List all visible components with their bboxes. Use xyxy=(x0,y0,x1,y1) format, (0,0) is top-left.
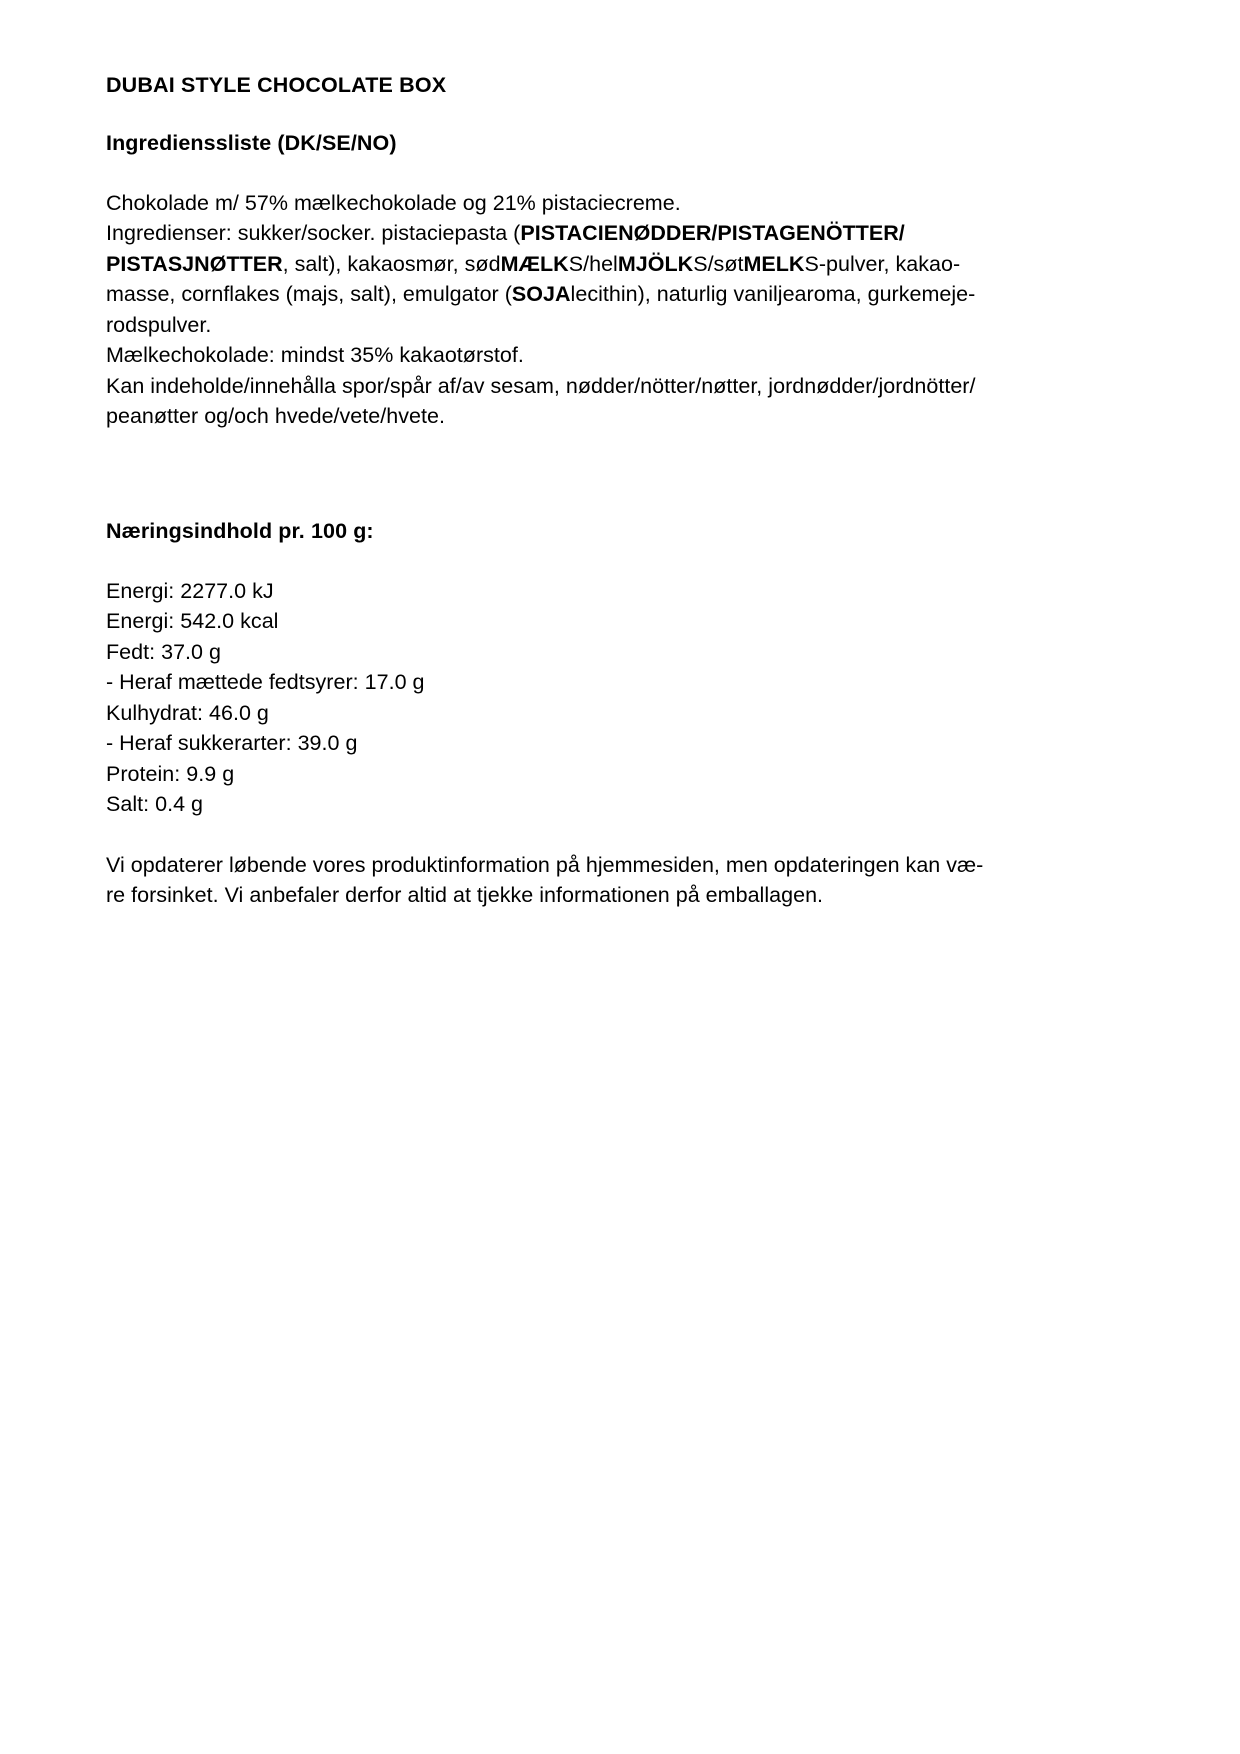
allergen-soy: SOJA xyxy=(511,282,571,307)
ingredients-heading: Ingredienssliste (DK/SE/NO) xyxy=(106,130,397,155)
nutrition-row: Energi: 542.0 kcal xyxy=(106,609,279,634)
page-title: DUBAI STYLE CHOCOLATE BOX xyxy=(106,73,447,97)
spacer xyxy=(106,820,1140,850)
ingredients-line-8: peanøtter og/och hvede/vete/hvete. xyxy=(106,404,445,429)
allergen-pistachio-1: PISTACIENØDDER/PISTAGENÖTTER/ xyxy=(520,221,905,246)
allergen-pistachio-2: PISTASJNØTTER xyxy=(106,251,283,276)
disclaimer-paragraph xyxy=(106,850,1140,911)
spacer xyxy=(106,158,1140,188)
ingredients-line-6: Mælkechokolade: mindst 35% kakaotørstof. xyxy=(106,343,524,368)
ingredients-line-5: rodspulver. xyxy=(106,312,212,337)
disclaimer-line-2: re forsinket. Vi anbefaler derfor altid at tjekke informationen på emballagen. xyxy=(106,883,824,908)
spacer xyxy=(106,546,1140,576)
disclaimer-line-1: Vi opdaterer løbende vores produktinformation på hjemmesiden, men opdateringen kan væ- xyxy=(106,852,984,877)
nutrition-heading: Næringsindhold pr. 100 g: xyxy=(106,518,374,543)
ingredients-line-4: masse, cornflakes (majs, salt), emulgator (SOJAlecithin), naturlig vaniljearoma, gurkemeje- xyxy=(106,282,976,307)
nutrition-row: Energi: 2277.0 kJ xyxy=(106,578,274,603)
nutrition-table xyxy=(106,576,1140,820)
spacer xyxy=(106,100,1140,130)
ingredients-paragraph xyxy=(106,188,1140,432)
allergen-milk-dk: MÆLK xyxy=(500,251,569,276)
allergen-milk-no: MELK xyxy=(743,251,805,276)
nutrition-row: - Heraf mættede fedtsyrer: 17.0 g xyxy=(106,670,425,695)
nutrition-row: Fedt: 37.0 g xyxy=(106,639,221,664)
nutrition-row: Protein: 9.9 g xyxy=(106,761,235,786)
ingredients-line-2: Ingredienser: sukker/socker. pistaciepasta (PISTACIENØDDER/PISTAGENÖTTER/ xyxy=(106,221,905,246)
nutrition-row: - Heraf sukkerarter: 39.0 g xyxy=(106,731,358,756)
spacer xyxy=(106,432,1140,518)
ingredients-line-1: Chokolade m/ 57% mælkechokolade og 21% pistaciecreme. xyxy=(106,190,681,215)
allergen-milk-se: MJÖLK xyxy=(617,251,694,276)
nutrition-row: Salt: 0.4 g xyxy=(106,792,204,817)
ingredients-line-7: Kan indeholde/innehålla spor/spår af/av sesam, nødder/nötter/nøtter, jordnødder/jordnötter/ xyxy=(106,373,976,398)
nutrition-row: Kulhydrat: 46.0 g xyxy=(106,700,269,725)
ingredients-line-3: PISTASJNØTTER, salt), kakaosmør, sødMÆLKS/helMJÖLKS/søtMELKS-pulver, kakao- xyxy=(106,251,961,276)
